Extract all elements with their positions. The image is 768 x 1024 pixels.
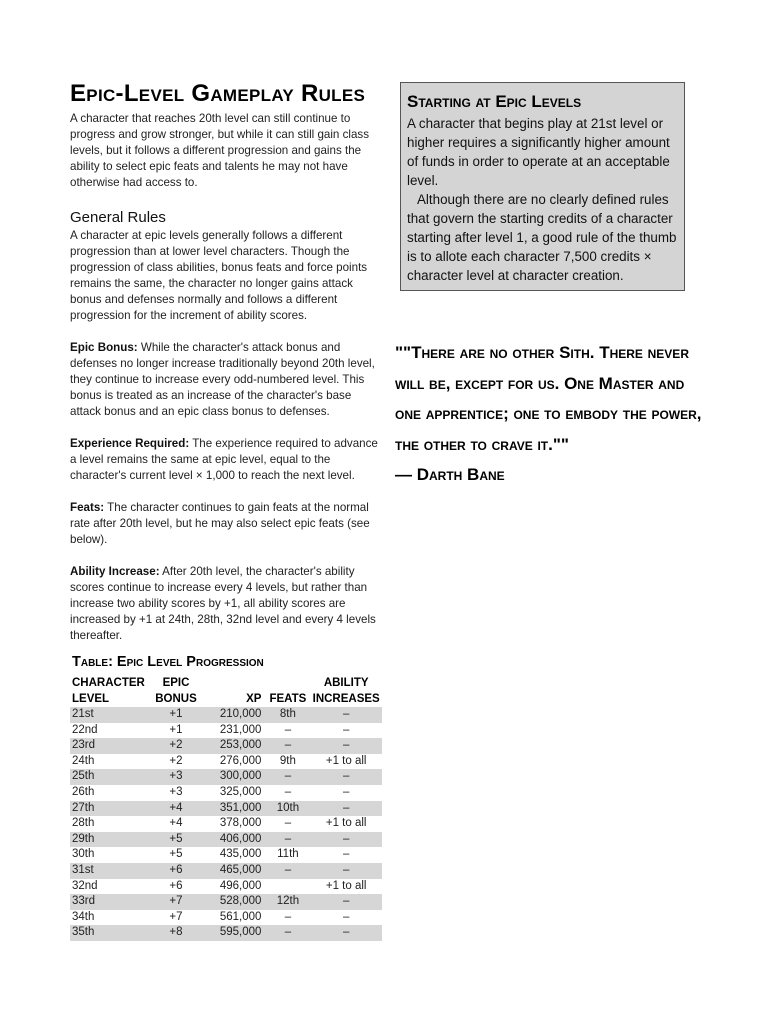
quote-block [395,338,705,490]
rule-label: Feats: [70,501,105,514]
table-row [70,863,382,879]
table-body [70,707,382,941]
cell-ability-increases: – [310,707,382,723]
epic-level-table-section [70,653,382,941]
cell-feats: – [284,817,292,830]
sidebar-title: Starting at Epic Levels [407,92,582,111]
rule-text: After 20th level, the character's ability scores continue to increase every 4 levels, but rather than increase two ability scores by +1, all ability scores are increased by +1 at 24th, 28th, 32nd level and every 4 levels thereafter. [70,565,376,642]
cell-ability-increases: – [310,894,382,910]
cell-level: 25th [70,769,147,785]
cell-epic-bonus: +3 [169,785,183,798]
cell-ability-increases: +1 to all [325,754,367,767]
cell-epic-bonus: +4 [169,817,183,830]
header-xp: XP [246,693,262,705]
cell-xp: 406,000 [205,832,265,848]
header-ability-increases: ABILITY INCREASES [312,677,380,705]
rule-feats [70,500,378,548]
cell-feats: – [284,785,292,798]
cell-epic-bonus: +1 [169,723,183,736]
cell-feats: 12th [265,894,310,910]
header-feats: FEATS [269,693,307,705]
table-row [70,925,382,941]
table-row [70,847,382,863]
cell-level: 35th [70,925,147,941]
rule-ability-increase [70,564,378,644]
cell-feats: – [265,863,310,879]
cell-epic-bonus: +8 [147,925,205,941]
cell-ability-increases: – [310,801,382,817]
sidebar-paragraph-2: Although there are no clearly defined rules that govern the starting credits of a character starting after level 1, a good rule of the thumb is to allote each character 7,500 credits × character level at character creation. [407,192,677,283]
cell-ability-increases: – [342,848,350,861]
table-row [70,816,382,832]
table-row [70,801,382,817]
cell-feats: 11th [277,848,299,861]
cell-epic-bonus: +2 [147,738,205,754]
cell-xp: 435,000 [219,848,262,861]
cell-xp: 465,000 [205,863,265,879]
intro-paragraph: A character that reaches 20th level can still continue to progress and grow stronger, but while it can still gain class levels, but it follows a different progression and gains the ability to select epic feats and talents he may not have otherwise had access to. [70,112,370,189]
cell-feats [265,879,310,895]
cell-feats: – [265,738,310,754]
sidebar-box [400,82,685,291]
table-row [70,785,382,801]
cell-ability-increases: – [342,785,350,798]
quote-text: ""There are no other Sith. There never will be, except for us. One Master and one apprentice; one to embody the power, the other to crave it."" [395,343,702,454]
cell-epic-bonus: +7 [147,894,205,910]
rule-text: The character continues to gain feats at the normal rate after 20th level, but he may also select epic feats (see below). [70,501,370,546]
sidebar-paragraph-1: A character that begins play at 21st level or higher requires a significantly higher amount of funds in order to operate at an acceptable level. [407,116,670,188]
table-row [70,707,382,723]
rule-text: The experience required to advance a level remains the same at epic level, equal to the character's current level × 1,000 to reach the next level. [70,437,378,482]
epic-level-progression-table [70,675,382,941]
rule-label: Ability Increase: [70,565,160,578]
cell-epic-bonus: +7 [169,910,183,923]
rule-experience-required [70,436,378,484]
header-epic-bonus: EPIC BONUS [155,677,197,705]
cell-level: 27th [70,801,147,817]
cell-ability-increases: – [310,832,382,848]
general-rules-paragraph: A character at epic levels generally follows a different progression than at lower level characters. Though the progression of class abilities, bonus feats and force points remains the same, the character no longer gains attack bonus and defenses normally and follows a different progression for the increment of ability scores. [70,229,368,322]
rule-label: Experience Required: [70,437,190,450]
cell-level: 26th [72,785,95,798]
main-column [70,80,378,644]
cell-epic-bonus: +6 [169,879,183,892]
rule-epic-bonus [70,340,378,420]
cell-level: 32nd [72,879,98,892]
cell-xp: 528,000 [205,894,265,910]
table-row [70,754,382,770]
cell-epic-bonus: +2 [169,754,183,767]
cell-feats: – [265,925,310,941]
cell-xp: 561,000 [219,910,262,923]
table-row [70,894,382,910]
cell-xp: 595,000 [205,925,265,941]
cell-level: 21st [70,707,147,723]
cell-feats: – [265,769,310,785]
rule-label: Epic Bonus: [70,341,138,354]
cell-feats: – [265,832,310,848]
cell-level: 31st [70,863,147,879]
cell-ability-increases: – [310,863,382,879]
cell-ability-increases: – [310,769,382,785]
cell-level: 24th [72,754,95,767]
cell-xp: 378,000 [219,817,262,830]
table-row [70,879,382,895]
quote-author: — Darth Bane [395,465,505,484]
cell-feats: 8th [265,707,310,723]
cell-xp: 351,000 [205,801,265,817]
cell-level: 33rd [70,894,147,910]
cell-xp: 496,000 [219,879,262,892]
cell-level: 23rd [70,738,147,754]
cell-level: 34th [72,910,95,923]
general-rules-heading: General Rules [70,209,166,226]
cell-xp: 253,000 [205,738,265,754]
table-row [70,910,382,926]
cell-level: 28th [72,817,95,830]
table-header-row [70,675,382,707]
cell-level: 30th [72,848,95,861]
cell-ability-increases: +1 to all [325,879,367,892]
cell-xp: 210,000 [205,707,265,723]
cell-feats: – [284,910,292,923]
cell-feats: – [284,723,292,736]
cell-xp: 231,000 [219,723,262,736]
cell-epic-bonus: +5 [147,832,205,848]
page-title: Epic-Level Gameplay Rules [70,80,366,107]
cell-ability-increases: – [342,910,350,923]
cell-epic-bonus: +1 [147,707,205,723]
cell-epic-bonus: +4 [147,801,205,817]
cell-ability-increases: +1 to all [325,817,367,830]
table-row [70,738,382,754]
cell-epic-bonus: +5 [169,848,183,861]
cell-epic-bonus: +6 [147,863,205,879]
cell-xp: 325,000 [219,785,262,798]
cell-xp: 300,000 [205,769,265,785]
cell-ability-increases: – [310,738,382,754]
cell-level: 29th [70,832,147,848]
cell-ability-increases: – [342,723,350,736]
header-character-level: CHARACTER LEVEL [72,677,145,705]
cell-feats: 9th [279,754,296,767]
table-row [70,832,382,848]
rule-text: While the character's attack bonus and defenses no longer increase traditionally beyond 20th level, they continue to increase every odd-numbered level. This bonus is treated as an increase of the character's base attack bonus and an epic class bonus to defenses. [70,341,375,418]
cell-epic-bonus: +3 [147,769,205,785]
table-title: Table: Epic Level Progression [72,654,264,670]
table-row [70,769,382,785]
cell-feats: 10th [265,801,310,817]
cell-xp: 276,000 [219,754,262,767]
cell-ability-increases: – [310,925,382,941]
table-row [70,723,382,739]
cell-level: 22nd [72,723,98,736]
